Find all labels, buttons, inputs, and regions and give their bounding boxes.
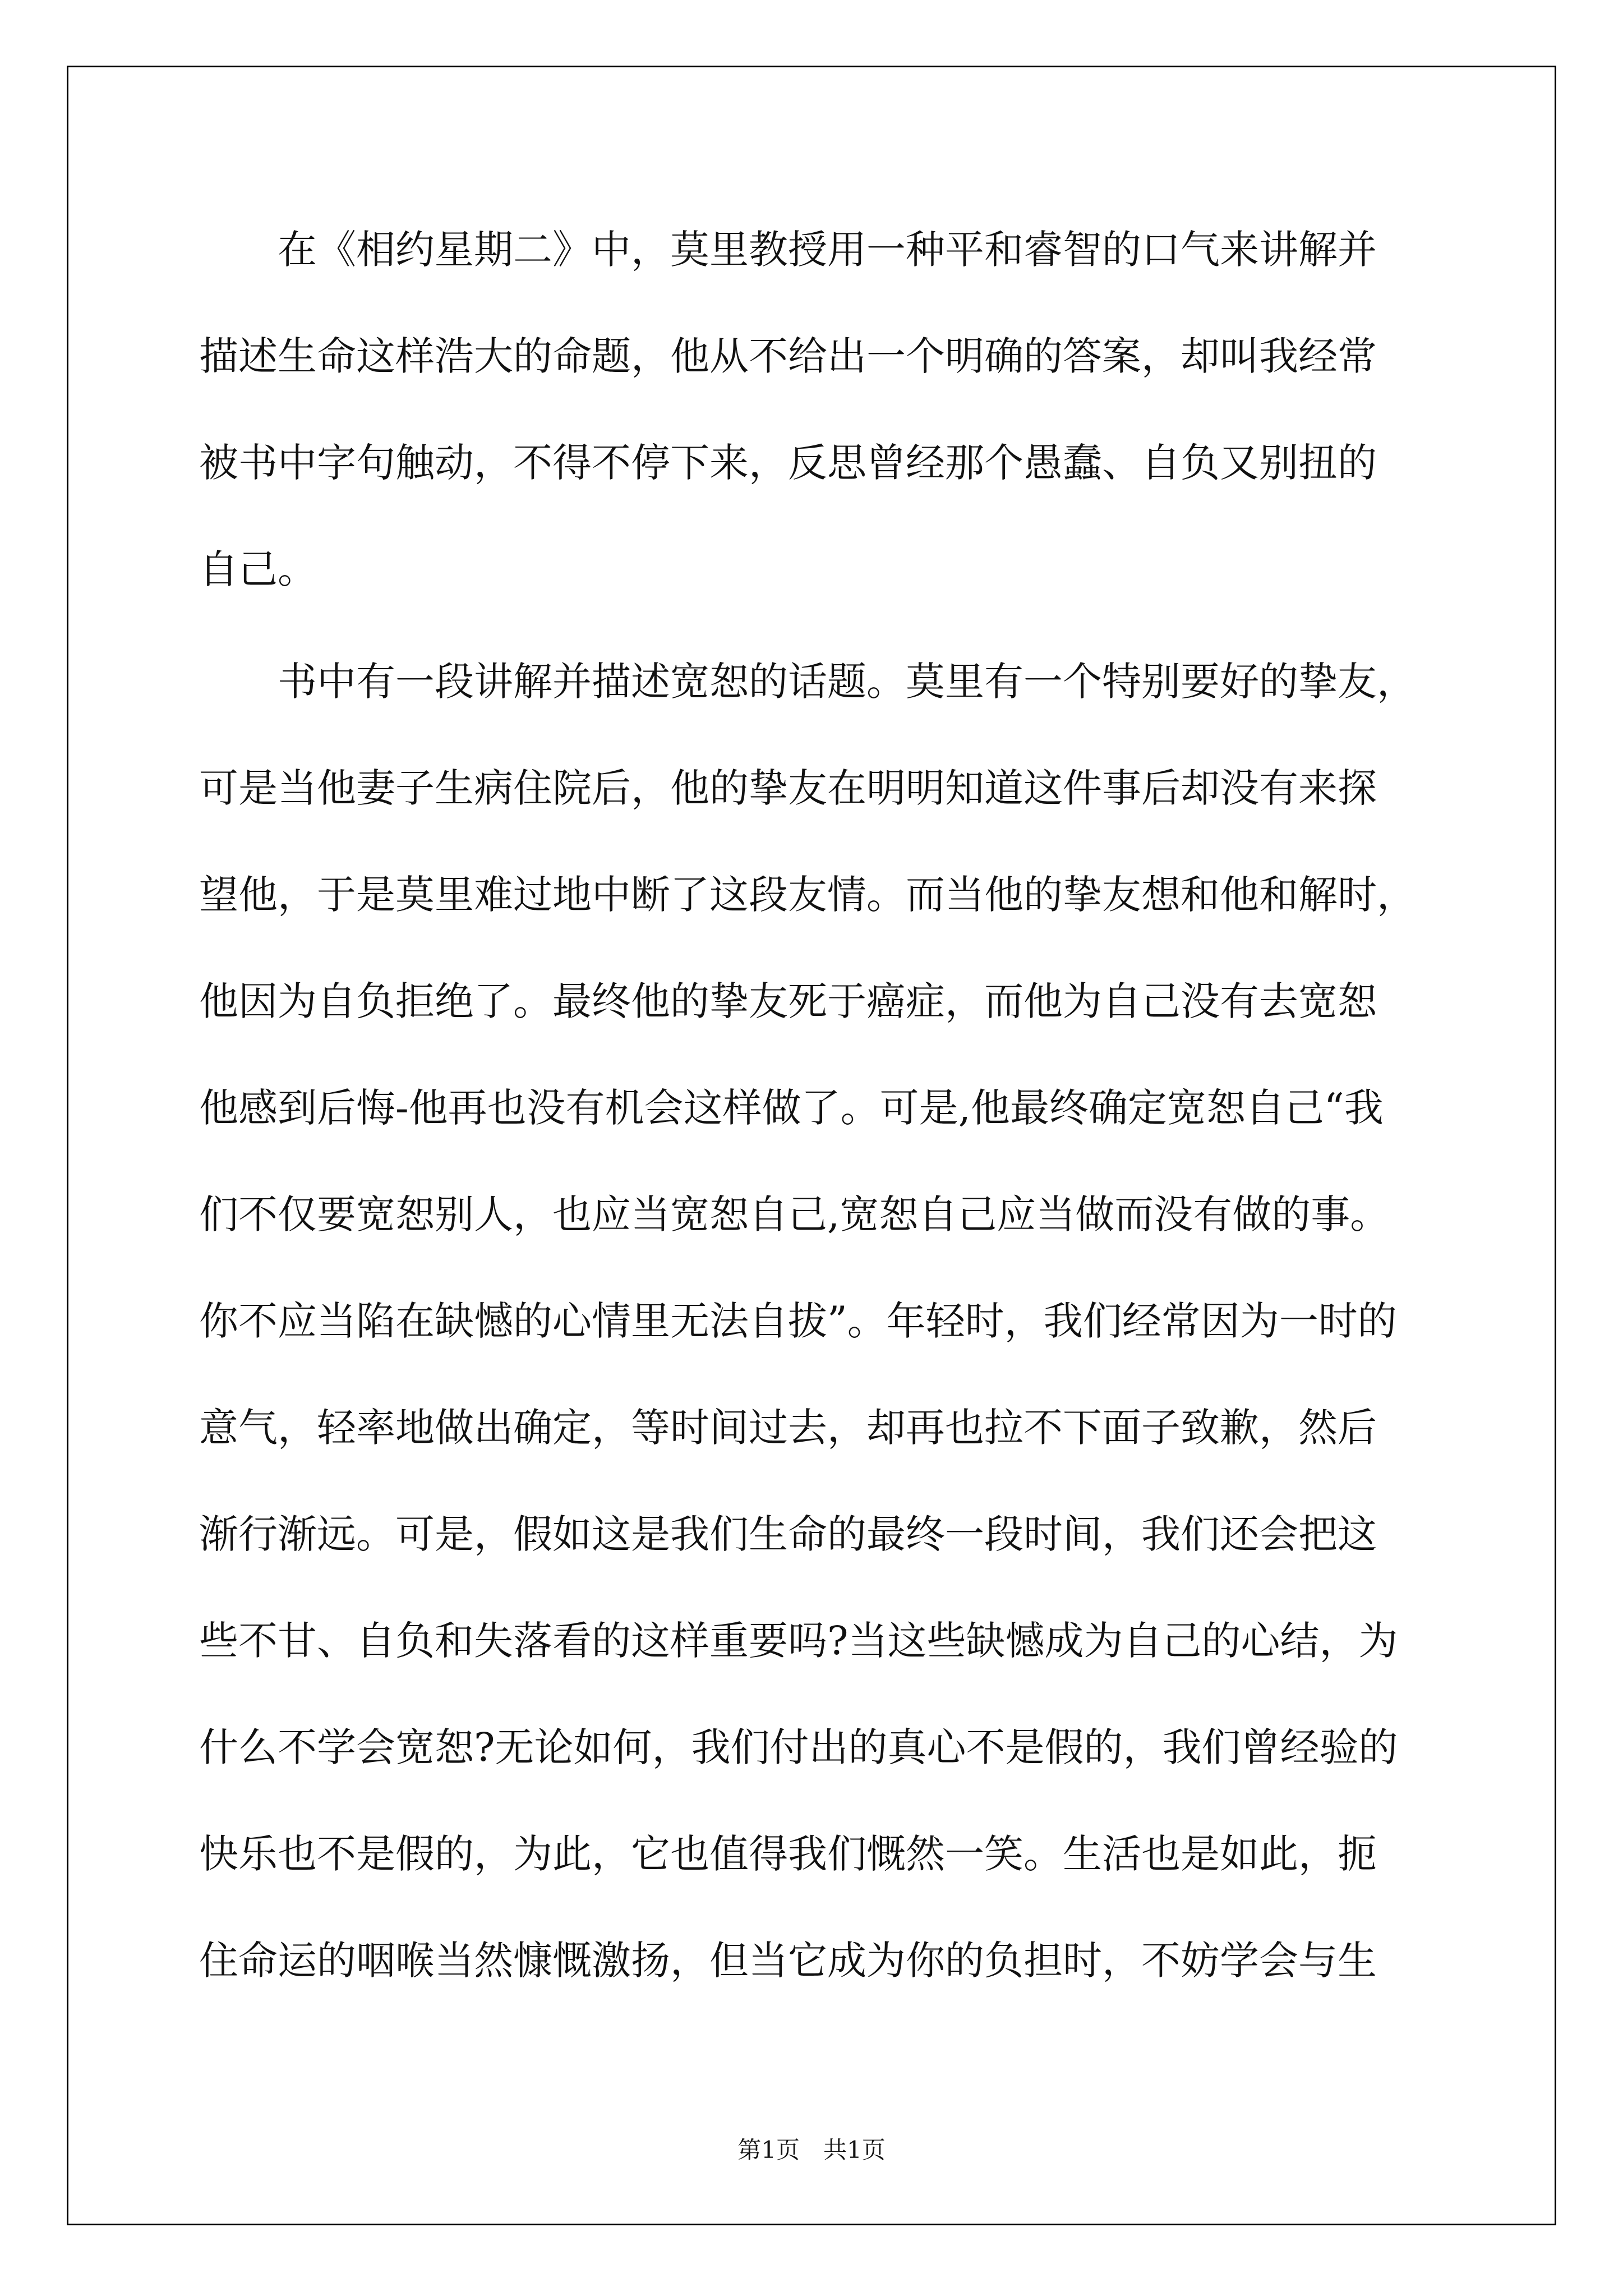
text-line: 们不仅要宽恕别人，也应当宽恕自己,宽恕自己应当做而没有做的事。 <box>199 1191 1390 1237</box>
text-line: 什么不学会宽恕?无论如何，我们付出的真心不是假的，我们曾经验的 <box>199 1724 1398 1770</box>
text-line: 自己。 <box>199 546 317 592</box>
text-line: 望他，于是莫里难过地中断了这段友情。而当他的挚友想和他和解时， <box>199 872 1416 918</box>
text-line: 被书中字句触动，不得不停下来，反思曾经那个愚蠢、自负又别扭的 <box>199 440 1377 486</box>
page-frame <box>67 66 1556 2225</box>
text-line: 快乐也不是假的，为此，它也值得我们慨然一笑。生活也是如此，扼 <box>199 1831 1377 1877</box>
text-line: 你不应当陷在缺憾的心情里无法自拔”。年轻时，我们经常因为一时的 <box>199 1298 1397 1344</box>
text-line: 渐行渐远。可是，假如这是我们生命的最终一段时间，我们还会把这 <box>199 1511 1377 1557</box>
text-line: 在《相约星期二》中，莫里教授用一种平和睿智的口气来讲解并 <box>199 227 1377 273</box>
text-line: 些不甘、自负和失落看的这样重要吗?当这些缺憾成为自己的心结，为 <box>199 1618 1398 1664</box>
text-line: 住命运的咽喉当然慷慨激扬，但当它成为你的负担时，不妨学会与生 <box>199 1938 1377 1984</box>
text-line: 描述生命这样浩大的命题，他从不给出一个明确的答案，却叫我经常 <box>199 333 1377 379</box>
text-line: 意气，轻率地做出确定，等时间过去，却再也拉不下面子致歉，然后 <box>199 1405 1377 1451</box>
text-line: 可是当他妻子生病住院后，他的挚友在明明知道这件事后却没有来探 <box>199 765 1377 811</box>
page-footer: 第1页 共1页 <box>737 2136 886 2164</box>
text-line: 他感到后悔-他再也没有机会这样做了。可是,他最终确定宽恕自己“我 <box>199 1085 1384 1131</box>
text-line: 他因为自负拒绝了。最终他的挚友死于癌症，而他为自己没有去宽恕 <box>199 978 1377 1024</box>
text-line: 书中有一段讲解并描述宽恕的话题。莫里有一个特别要好的挚友， <box>199 659 1416 705</box>
